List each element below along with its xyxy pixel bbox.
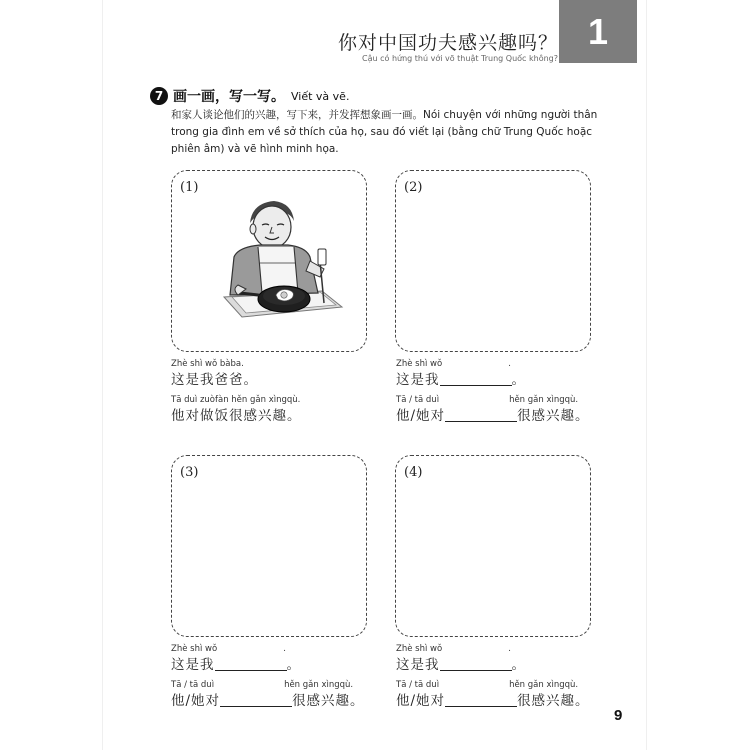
panel-label: (4): [404, 465, 423, 480]
answer-blank[interactable]: [220, 692, 292, 707]
answer-blank[interactable]: [445, 407, 517, 422]
chinese-line-1: 这是我 。: [396, 372, 526, 388]
sentence-block-1: [171, 358, 386, 426]
panel-label: (1): [180, 180, 199, 195]
answer-blank[interactable]: [440, 656, 512, 671]
chinese-line-2: 他对做饭很感兴趣。: [171, 408, 302, 424]
exercise-heading: [150, 86, 349, 106]
sentence-block-2: [396, 358, 611, 426]
exercise-title-vi: Viết và vẽ.: [291, 89, 350, 103]
drawing-box-2[interactable]: [395, 170, 591, 352]
exercise-instruction: [171, 107, 611, 158]
chinese-line-2: 他/她对 很感兴趣。: [171, 693, 365, 709]
instruction-vi: Nói chuyện với những người thân trong gia đình em về sở thích của họ, sau đó viết lại (bằng chữ Trung Quốc hoặc phiên âm) và vẽ hình minh họa.: [171, 109, 598, 155]
page-title: 你对中国功夫感兴趣吗？: [337, 32, 558, 54]
sentence-block-3: [171, 643, 386, 711]
pinyin-line-2: Tā / tā duì hěn gǎn xìngqù.: [396, 680, 579, 690]
panel-label: (2): [404, 180, 423, 195]
page-subtitle: Cậu có hứng thú với võ thuật Trung Quốc không?: [362, 54, 558, 63]
pinyin-line-2: Tā / tā duì hěn gǎn xìngqù.: [396, 395, 579, 405]
workbook-page: [103, 0, 646, 750]
pinyin-line-2: Tā duì zuòfàn hěn gǎn xìngqù.: [171, 395, 301, 405]
chinese-line-1: 这是我 。: [171, 657, 301, 673]
exercise-title-zh: 画一画，写一写。: [173, 89, 285, 105]
cooking-father-illustration: [202, 185, 352, 335]
chinese-line-2: 他/她对 很感兴趣。: [396, 408, 590, 424]
answer-blank[interactable]: [445, 692, 517, 707]
pinyin-line-1: Zhè shì wǒ .: [396, 644, 511, 654]
pinyin-line-1: Zhè shì wǒ bàba.: [171, 359, 244, 369]
drawing-box-1[interactable]: [171, 170, 367, 352]
pinyin-line-2: Tā / tā duì hěn gǎn xìngqù.: [171, 680, 354, 690]
drawing-box-3[interactable]: [171, 455, 367, 637]
pinyin-line-1: Zhè shì wǒ .: [396, 359, 511, 369]
chinese-line-2: 他/她对 很感兴趣。: [396, 693, 590, 709]
answer-blank[interactable]: [215, 656, 287, 671]
chapter-number-badge: 1: [559, 0, 637, 63]
drawing-box-4[interactable]: [395, 455, 591, 637]
exercise-number-badge: 7: [150, 87, 168, 105]
pinyin-line-1: Zhè shì wǒ .: [171, 644, 286, 654]
instruction-zh: 和家人谈论他们的兴趣，写下来，并发挥想象画一画。: [171, 109, 423, 121]
sentence-block-4: [396, 643, 611, 711]
chinese-line-1: 这是我爸爸。: [171, 372, 258, 388]
page-number: 9: [614, 707, 623, 724]
panel-label: (3): [180, 465, 199, 480]
answer-blank[interactable]: [440, 371, 512, 386]
chinese-line-1: 这是我 。: [396, 657, 526, 673]
